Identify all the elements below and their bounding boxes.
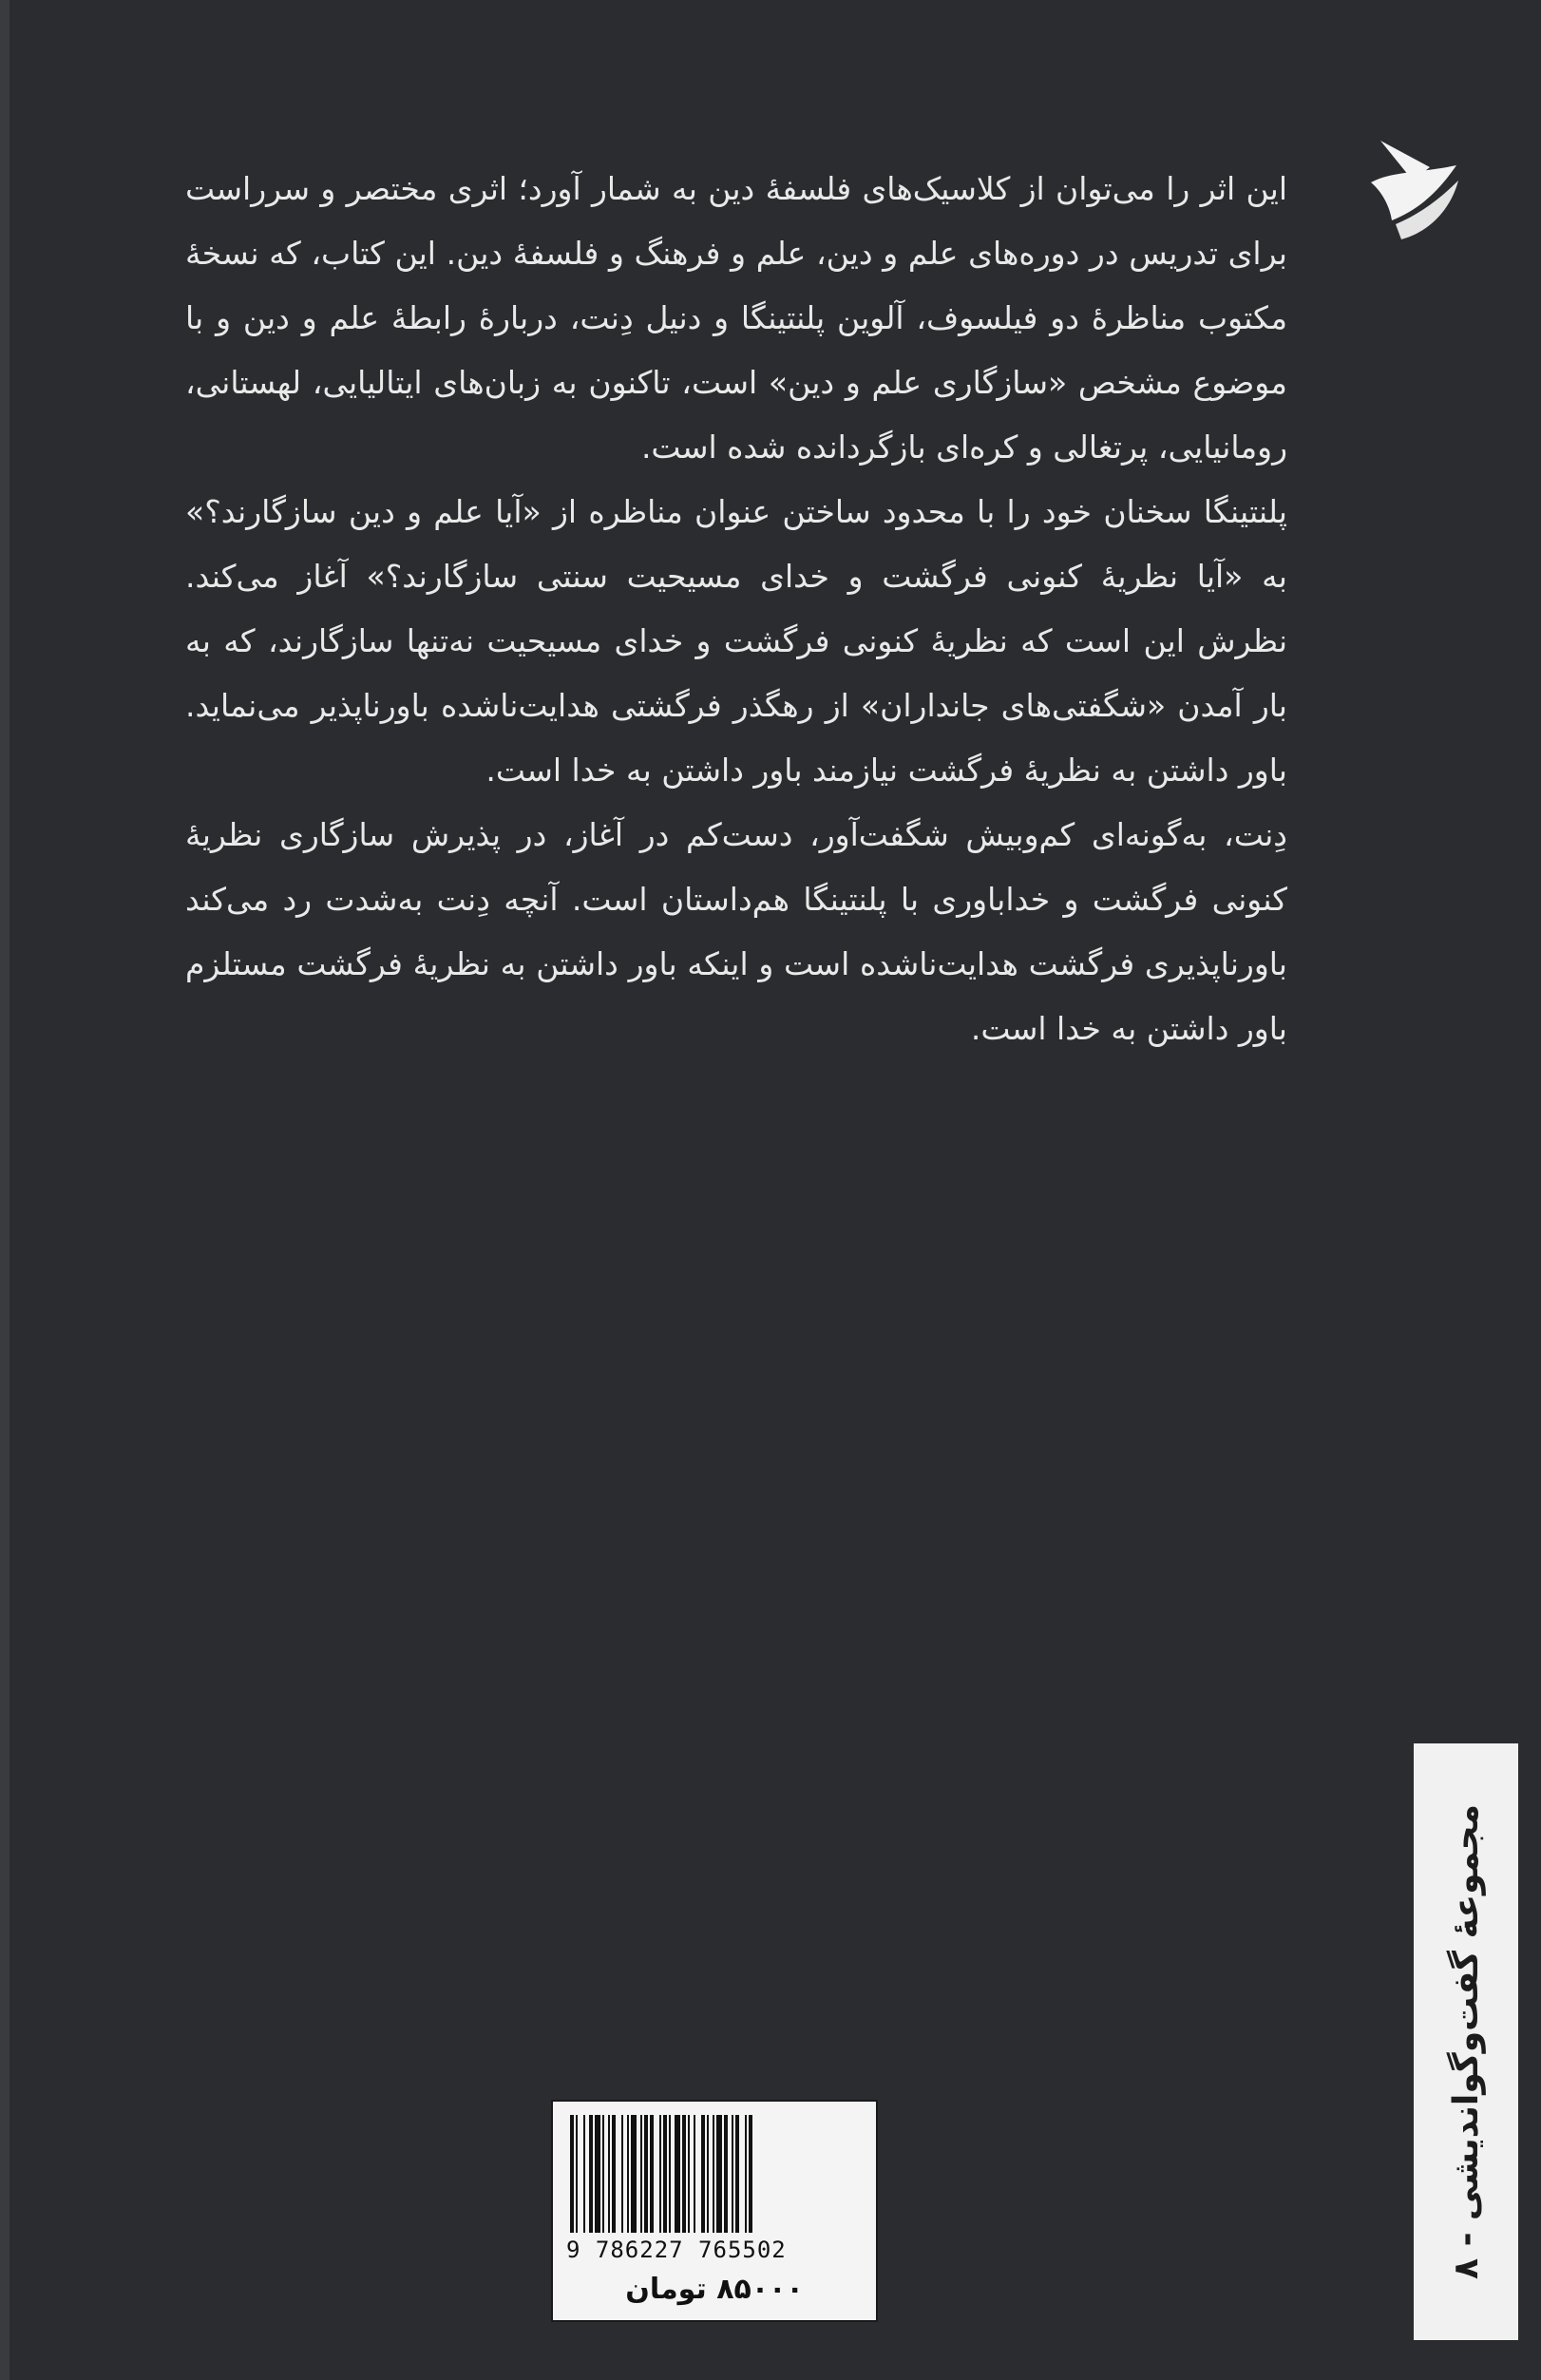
- description-text: [185, 157, 1287, 1061]
- series-label: مجموعهٔ گفت‌وگواندیشی - ۸: [1446, 1804, 1486, 2279]
- publisher-logo-icon: [1363, 133, 1468, 247]
- barcode-box: [551, 2100, 878, 2322]
- cover-edge: [0, 0, 10, 2380]
- series-label-box: [1414, 1743, 1518, 2340]
- barcode-image: [566, 2115, 863, 2237]
- isbn-number: 9 786227 765502: [566, 2237, 787, 2263]
- paragraph-2: پلنتینگا سخنان خود را با محدود ساختن عنوان مناظره از «آیا علم و دین سازگارند؟» به «آیا نظریهٔ کنونی فرگشت و خدای مسیحیت سنتی سازگارند؟» آغاز می‌کند. نظرش این است که نظریهٔ کنونی فرگشت و خدای مسیحیت نه‌تنها سازگارند، که به بار آمدن «شگفتی‌های جانداران» از رهگذر فرگشتی هدایت‌ناشده باورناپذیر می‌نماید. باور داشتن به نظریهٔ فرگشت نیازمند باور داشتن به خدا است.: [185, 493, 1287, 789]
- price-label: ۸۵۰۰۰ تومان: [625, 2273, 804, 2306]
- paragraph-3: دِنت، به‌گونه‌ای کم‌وبیش شگفت‌آور، دست‌کم در آغاز، در پذیرش سازگاری نظریهٔ کنونی فرگشت و خداباوری با پلنتینگا هم‌داستان است. آنچه دِنت به‌شدت رد می‌کند باورناپذیری فرگشت هدایت‌ناشده است و اینکه باور داشتن به نظریهٔ فرگشت مستلزم باور داشتن به خدا است.: [185, 816, 1287, 1047]
- paragraph-1: این اثر را می‌توان از کلاسیک‌های فلسفهٔ دین به شمار آورد؛ اثری مختصر و سرراست برای تدریس در دوره‌های علم و دین، علم و فرهنگ و فلسفهٔ دین. این کتاب، که نسخهٔ مکتوب مناظرهٔ دو فیلسوف، آلوین پلنتینگا و دنیل دِنت، دربارهٔ رابطهٔ علم و دین و با موضوع مشخص «سازگاری علم و دین» است، تاکنون به زبان‌های ایتالیایی، لهستانی، رومانیایی، پرتغالی و کره‌ای بازگردانده شده است.: [185, 170, 1287, 466]
